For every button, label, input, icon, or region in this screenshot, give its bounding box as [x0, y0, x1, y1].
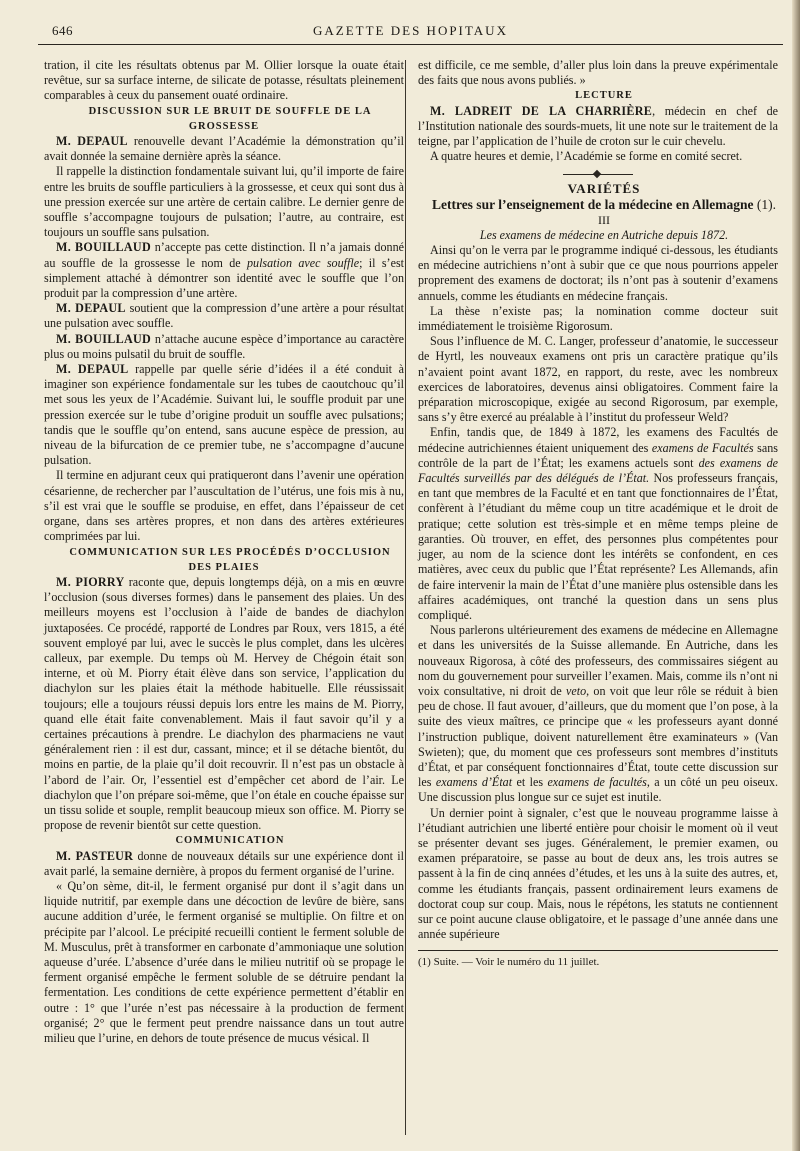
paragraph-text: Nous parlerons ultérieurement des examens de médecine en Allemagne et dans les universités de la Suisse allemande. En Autriche, dans les nouveaux Rigorosa, à côté des professeurs, des commissaires siégent au nom du gouvernement pour surveiller l’examen. Mais, comme ils n’ont ni voix consultative, ni droit de [418, 623, 778, 698]
ornamental-divider [563, 174, 633, 175]
paragraph: tration, il cite les résultats obtenus par M. Ollier lorsque la ouate était revêtue, sur sa surface interne, de silicate de potasse, résultats pleinement comparables à ceux du pansement ouaté ordinaire. [44, 58, 404, 103]
paragraph: Il rappelle la distinction fondamentale suivant lui, qu’il importe de faire entre les bruits de souffle particuliers à la grossesse, et ceux qui sont dus à une pression exercée sur une artère de certain calibre. Le dernier genre de souffle s’accompagne toujours de pulsation; l’autre, au contraire, est toujours un souffle sans pulsation. [44, 164, 404, 240]
speaker-name: M. BOUILLAUD [56, 240, 151, 255]
section-heading: COMMUNICATION SUR LES PROCÉDÉS D’OCCLUSION DES PLAIES [69, 546, 391, 573]
speaker-name: M. PASTEUR [56, 848, 134, 863]
paragraph [418, 104, 778, 150]
paragraph: Il termine en adjurant ceux qui pratiqueront dans l’avenir une opération césarienne, de rechercher par l’auscultation de l’utérus, une fois mis à nu, s’il est vrai que le souffle se produise, en effet, dans l’épaisseur de cet organe, dans ses artères propres, et non dans des artères extérieures comprimées par lui. [44, 468, 404, 544]
section-heading: COMMUNICATION [175, 835, 285, 847]
emphasis: examens de facultés [547, 775, 647, 790]
emphasis: examens d’État [435, 775, 513, 790]
paragraph-text: Nos professeurs français, en tant que membres de la Faculté et en tant que fonctionnaires de l’État, confèrent à l’étudiant du même coup un titre académique et le droit de pratique; cette solution est très-simple et en même temps pleine de garanties. Où trouver, en effet, des personnes plus compétentes pour juger, au nom de la science dont les intérêts se confondent, en ces matières, avec ceux du public que l’État représente? Les Allemands, afin de faire intervenir la main de l’État d’une manière plus ostensible dans les affaires académiques, ont tranché la question dans un sens plus compliqué. [418, 471, 778, 622]
article-title [418, 197, 778, 213]
speaker-name: M. LADREIT DE LA CHARRIÈRE [430, 103, 653, 118]
footnote-ref: (1). [753, 196, 777, 212]
emphasis: pulsation avec souffle [246, 255, 360, 270]
right-column [418, 58, 778, 971]
paragraph: Un dernier point à signaler, c’est que le nouveau programme laisse à l’étudiant autrichien une liberté entière pour choisir le moment où il veut se présenter devant ses juges. Généralement, le premier examen, ou examen préparatoire, se passe au bout de deux ans, les trois autres se passent à la fin de cinq années d’études, et les uns à la suite des autres, et, comme les étudiants français, passent ordinairement leurs examens de doctorat coup sur coup. Mais, nous le répétons, les statuts ne contiennent sur ce point aucune clause obligatoire, et le passage d’une année dans une année supérieure [418, 805, 778, 942]
paragraph: Sous l’influence de M. C. Langer, professeur d’anatomie, le successeur de Hyrtl, les nouveaux examens ont pris un caractère pratique qu’ils n’avaient point avant 1872, en rapport, du reste, avec les nombreux exercices de laboratoires, devenus ainsi obligatoires. Comment faire la préparation microscopique, exigée au second Rigorosum, par exemple, sans s’y être exercé au préalable à l’institut du professeur Weld? [418, 334, 778, 425]
paragraph: est difficile, ce me semble, d’aller plus loin dans la preuve expérimentale des faits que nous avons publiés. » [418, 58, 778, 88]
paragraph [44, 575, 404, 833]
page-header [38, 20, 783, 45]
paragraph-text: , médecin en chef de l’Institution nationale des sourds-muets, lit une note sur le traitement de la teigne, par l’application de l’huile de croton sur le cuir chevelu. [418, 103, 778, 149]
column-divider [405, 60, 406, 1135]
paragraph-text: renouvelle devant l’Académie la démonstration qu’il avait donnée la semaine dernière après la séance. [44, 134, 404, 164]
journal-title: GAZETTE DES HOPITAUX [313, 23, 508, 38]
paragraph [44, 134, 404, 164]
paragraph-text: soutient que la compression d’une artère a pour résultat une pulsation avec souffle. [44, 301, 404, 331]
emphasis: examens de Facultés [651, 440, 754, 455]
article-subtitle: Les examens de médecine en Autriche depuis 1872. [479, 227, 729, 242]
section-heading: DISCUSSION SUR LE BRUIT DE SOUFFLE DE LA GROSSESSE [88, 105, 372, 132]
speaker-name: M. DEPAUL [56, 134, 128, 149]
paragraph-text: n’accepte pas cette distinction. Il n’a jamais donné au souffle de la grossesse le nom de [44, 240, 404, 270]
section-heading: LECTURE [575, 90, 633, 102]
emphasis: veto [565, 683, 587, 698]
page-edge [792, 0, 800, 1151]
paragraph [44, 332, 404, 362]
paragraph: « Qu’on sème, dit-il, le ferment organisé pur dont il s’agit dans un liquide nutritif, par exemple dans une décoction de levûre de bière, sans aucune addition d’urée, le ferment organisé se multiplie. On filtre et on précipite par l’alcool. Le précipité recueilli contient le ferment soluble de M. Musculus, prêt à transformer en carbonate d’ammoniaque une solution aqueuse d’urée. L’absence d’urée dans le milieu nutritif où se propage le ferment organisé empêche le ferment soluble de se détruire pendant la fermentation. Les conditions de cette expérience permettent d’établir en outre : 1° que l’urée n’est pas nécessaire à la production de ferment organisé; 2° que le ferment peut prendre naissance dans un tout autre milieu que l’urine, en dehors de toute présence de mucus vésical. Il [44, 878, 404, 1045]
article-number: III [598, 212, 610, 227]
paragraph-text: ; il s’est simplement attaché à démontrer son identité avec le souffle que l’on produit par la compression d’une artère. [44, 255, 405, 301]
speaker-name: M. DEPAUL [56, 301, 126, 316]
paragraph [44, 362, 404, 468]
section-title: VARIÉTÉS [567, 181, 641, 197]
page-number: 646 [52, 23, 73, 38]
paragraph-text: donne de nouveaux détails sur une expérience dont il avait parlé, la semaine dernière, à propos du ferment organisé de l’urine. [44, 848, 404, 878]
paragraph: La thèse n’existe pas; la nomination comme docteur suit immédiatement le troisième Rigorosum. [418, 303, 778, 334]
paragraph [44, 301, 404, 331]
paragraph-text: , a un côté un peu oiseux. Une discussion plus longue sur ce sujet est inutile. [418, 775, 779, 805]
paragraph [44, 849, 404, 879]
left-column [44, 58, 404, 1046]
paragraph [418, 623, 778, 805]
paragraph [418, 425, 778, 623]
footnote-rule [418, 950, 778, 951]
paragraph-text: rappelle par quelle série d’idées il a été conduit à imaginer son expérience fondamentale sur les tubes de caoutchouc qu’il met sous les yeux de l’Académie. Suivant lui, le souffle produit par une pression exercée sur le tube d’origine produit un souffle avec pulsations; tandis que le souffle qu’on entend, sans aucune espèce de pression, au niveau de la bifurcation de ce premier tube, ne s’accompagne d’aucune pulsation. [44, 362, 404, 468]
paragraph: A quatre heures et demie, l’Académie se forme en comité secret. [430, 149, 743, 164]
paragraph-text: , on voit que leur rôle se réduit à bien peu de chose. Il faut avouer, d’ailleurs, que du moment que l’on pose, à la suite des vieux maîtres, ce principe que « les professeurs ayant donné l’instruction publique, doivent naturellement être examinateurs » (Van Swieten); que, du moment que ces professeurs sont membres d’instituts d’État, et par conséquent fonctionnaires d’État, toute cette discussion sur les [418, 683, 778, 790]
footnote: (1) Suite. — Voir le numéro du 11 juillet. [418, 956, 600, 969]
speaker-name: M. PIORRY [56, 574, 125, 589]
paragraph: Ainsi qu’on le verra par le programme indiqué ci-dessous, les étudiants en médecine autrichiens n’ont à subir que ce que nous pourrions appeler proprement des examens de doctorat; ils n’ont pas à soutenir d’examens annuels, comme les étudiants en médecine français. [418, 243, 778, 303]
speaker-name: M. DEPAUL [56, 362, 129, 377]
paragraph [44, 240, 404, 301]
paragraph-text: et les [512, 775, 548, 790]
speaker-name: M. BOUILLAUD [56, 331, 152, 346]
paragraph-text: sans contrôle de la part de l’État; les examens actuels sont [418, 440, 778, 470]
paragraph-text: Enfin, tandis que, de 1849 à 1872, les examens des Facultés de médecine autrichiennes étaient uniquement des [418, 425, 778, 455]
emphasis: des examens de Facultés surveillés par des délégués de l’État. [418, 455, 778, 486]
paragraph-text: n’attache aucune espèce d’importance au caractère plus ou moins pulsatil du bruit de souffle. [44, 331, 404, 361]
paragraph-text: raconte que, depuis longtemps déjà, on a mis en œuvre l’occlusion (sous diverses formes) dans le pansement des plaies. Un des meilleurs moyens est l’occlusion à l’aide de bandes de diachylon juxtaposées. Ce procédé, rapporté de Londres par Roux, vers 1815, a été souvent employé par lui, avec le succès le plus complet, dans les ulcères calleux, par exemple. Du temps où M. Hervey de Chégoin était son interne, et où M. Piorry était élève dans son service, l’application du diachylon sur les plaies était la méthode habituelle. Elle réussissait toujours; elle a toujours réussi depuis lors entre les mains de M. Piorry, quand elle était faite convenablement. Mais il faut savoir qu’il y a certaines précautions à prendre. Le diachylon des pharmaciens ne vaut généralement rien : il est dur, cassant, mince; et il se détache bientôt, du moins en partie, de la plaie qu’il doit recouvrir. Il n’est pas un obstacle à l’abord de l’air. Or, l’essentiel est d’empêcher cet abord de l’air. Le diachylon que l’on prépare soi-même, que l’on étale en couche épaisse sur un tissu solide et souple, remplit beaucoup mieux son office. M. Piorry se propose de revenir bientôt sur cette question. [44, 574, 404, 833]
article-title-text: Lettres sur l’enseignement de la médecine en Allemagne [431, 196, 754, 212]
